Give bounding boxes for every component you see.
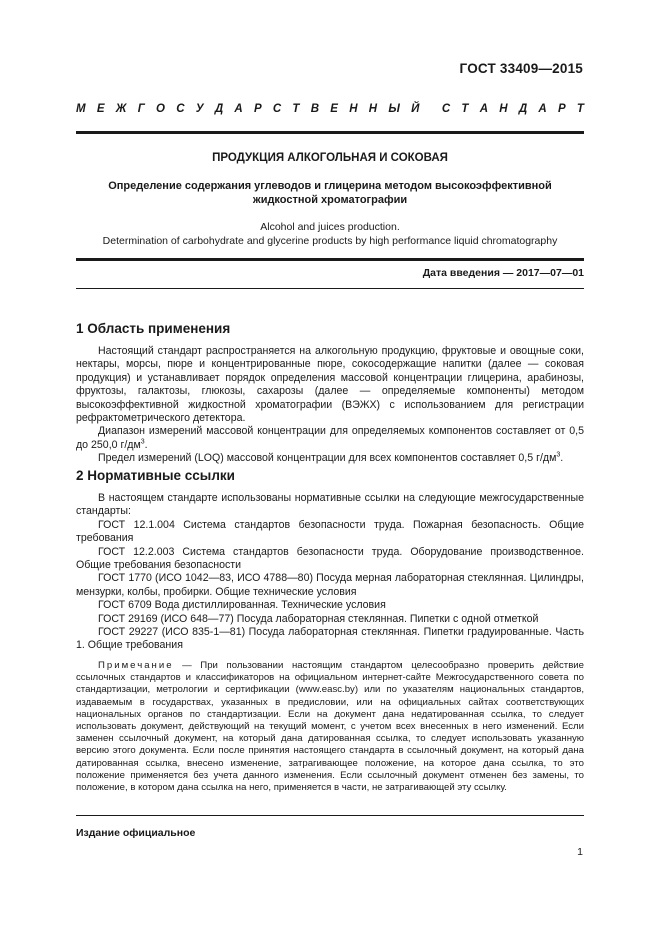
banner-letter: Т: [292, 103, 300, 115]
subtitle-line: Определение содержания углеводов и глицерина методом высокоэффективной: [108, 180, 552, 192]
reference-item: ГОСТ 12.2.003 Система стандартов безопасности труда. Оборудование производственное. Общие требования безопасности: [76, 545, 584, 572]
banner-letter: Е: [96, 103, 105, 115]
paragraph: Настоящий стандарт распространяется на алкогольную продукцию, фруктовые и овощные соки, нектары, морсы, пюре и концентрированные пюре, сокосодержащие напитки (далее — соковая продукция) и устанавливает порядок определения массовой концентрации глицерина, арабинозы, фруктозы, галактозы, глюкозы, сахарозы (далее — определяемые компоненты) методом высокоэффективной жидкостной хроматографии (ВЭЖХ) с использованием для регистрации рефрактометрического детектора.: [76, 345, 584, 425]
reference-item: ГОСТ 12.1.004 Система стандартов безопасности труда. Пожарная безопасность. Общие требования: [76, 518, 584, 545]
footer-rule: [76, 815, 584, 816]
note-label: Примечание: [98, 660, 174, 671]
banner-letter: Н: [368, 103, 378, 115]
section-1-body: [76, 345, 584, 466]
note-block: [76, 660, 584, 794]
banner-letter: Т: [576, 103, 584, 115]
paragraph: В настоящем стандарте использованы нормативные ссылки на следующие межгосударственные стандарты:: [76, 492, 584, 518]
banner-letter: Ы: [388, 103, 400, 115]
banner-letter: О: [156, 103, 165, 115]
title-rule: [76, 258, 584, 261]
interstate-standard-banner: [76, 103, 584, 115]
banner-letter: Ж: [115, 103, 127, 115]
banner-letter: А: [538, 103, 547, 115]
introduction-date: Дата введения — 2017—07—01: [422, 267, 584, 279]
section-2-body: [76, 492, 584, 653]
english-title-line: Alcohol and juices production.: [260, 221, 400, 233]
note-text: — При пользовании настоящим стандартом целесообразно проверить действие ссылочных стандартов и классификаторов на официальном интернет-сайте Межгосударственного совета по стандартизации, метрологии и сертификации (www.easc.by) или по указателям национальных стандартов, издаваемым в государствах, указанных в предисловии, или на официальных сайтах соответствующих национальных органов по стандартизации. Если на документ дана недатированная ссылка, то следует использовать документ, действующий на текущий момент, с учетом всех внесенных в него изменений. Если заменен ссылочный документ, на который дана датированная ссылка, то следует использовать указанную версию этого документа. Если после принятия настоящего стандарта в ссылочный документ, на который дана датированная ссылка, внесено изменение, затрагивающее положение, на которое дана ссылка, то это положение применяется без учета данного изменения. Если ссылочный документ отменен без замены, то положение, в котором дана ссылка на него, применяется в части, не затрагивающей эту ссылку.: [76, 660, 584, 794]
gost-code: ГОСТ 33409—2015: [459, 61, 583, 76]
reference-item: ГОСТ 29169 (ИСО 648—77) Посуда лабораторная стеклянная. Пипетки с одной отметкой: [98, 612, 539, 625]
title-subtitle: [76, 179, 584, 207]
english-title-line: Determination of carbohydrate and glycerine products by high performance liquid chromatography: [102, 235, 558, 247]
header-rule: [76, 131, 584, 134]
banner-letter: Р: [557, 103, 566, 115]
reference-item: ГОСТ 29227 (ИСО 835-1—81) Посуда лабораторная стеклянная. Пипетки градуированные. Часть 1. Общие требования: [76, 626, 584, 652]
date-rule: [76, 288, 584, 289]
title-main: ПРОДУКЦИЯ АЛКОГОЛЬНАЯ И СОКОВАЯ: [212, 152, 448, 164]
subtitle-line: жидкостной хроматографии: [252, 194, 408, 206]
title-english: [76, 220, 584, 248]
banner-letter: А: [234, 103, 243, 115]
banner-letter: М: [76, 103, 86, 115]
page-number: 1: [577, 846, 583, 858]
banner-letter: С: [441, 103, 451, 115]
banner-letter: С: [176, 103, 185, 115]
section-1-heading: 1 Область применения: [76, 321, 231, 336]
paragraph: Диапазон измерений массовой концентрации для определяемых компонентов составляет от 0,5 до 250,0 $г/дм^3$.: [76, 425, 584, 451]
banner-letter: В: [310, 103, 320, 115]
edition-label: Издание официальное: [76, 827, 196, 839]
banner-letter: Й: [411, 103, 420, 115]
banner-letter: Т: [461, 103, 469, 115]
banner-letter: С: [272, 103, 282, 115]
banner-letter: У: [195, 103, 204, 115]
reference-item: ГОСТ 6709 Вода дистиллированная. Технические условия: [98, 599, 386, 612]
banner-letter: Н: [499, 103, 508, 115]
banner-letter: Д: [518, 103, 528, 115]
paragraph: Предел измерений (LOQ) массовой концентрации для всех компонентов составляет 0,5 $г/дм^3$.: [98, 451, 564, 465]
banner-letter: Р: [253, 103, 262, 115]
banner-letter: Е: [330, 103, 338, 115]
reference-item: ГОСТ 1770 (ИСО 1042—83, ИСО 4788—80) Посуда мерная лабораторная стеклянная. Цилиндры, мензурки, колбы, пробирки. Общие технические условия: [76, 572, 584, 598]
section-2-heading: 2 Нормативные ссылки: [76, 468, 235, 483]
banner-letter: Г: [137, 103, 145, 115]
banner-letter: Д: [214, 103, 224, 115]
banner-letter: А: [479, 103, 488, 115]
banner-letter: Н: [349, 103, 358, 115]
